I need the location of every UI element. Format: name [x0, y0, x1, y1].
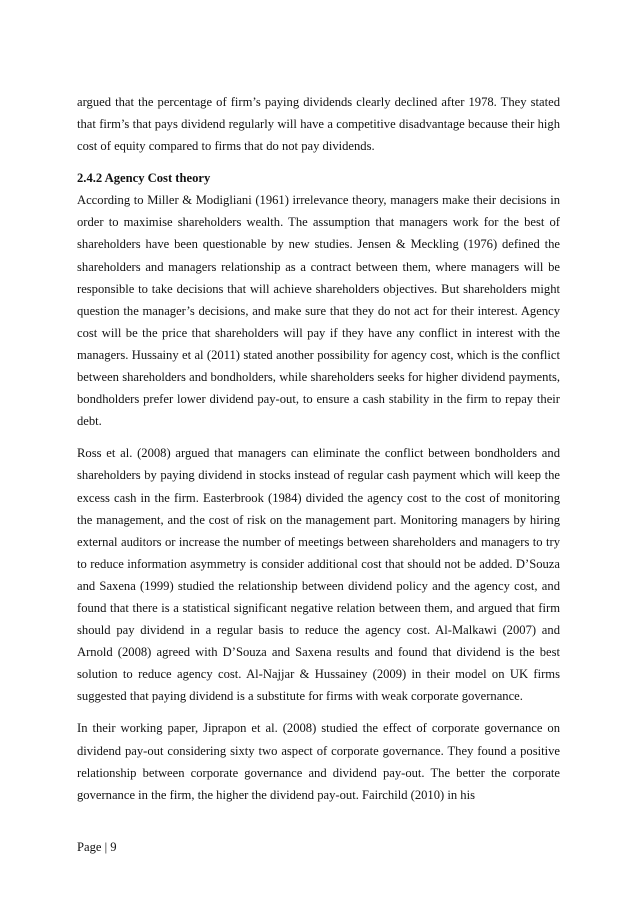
section-heading: 2.4.2 Agency Cost theory	[77, 171, 211, 186]
document-body	[77, 91, 560, 816]
paragraph-jiprapon: In their working paper, Jiprapon et al. (2008) studied the effect of corporate governance on dividend pay-out considering sixty two aspect of corporate governance. They found a positive relationship between corporate governance and dividend pay-out. The better the corporate governance in the firm, the higher the dividend pay-out. Fairchild (2010) in his	[77, 721, 560, 802]
paragraph-intro: argued that the percentage of firm’s paying dividends clearly declined after 1978. They stated that firm’s that pays dividend regularly will have a competitive disadvantage because their high cost of equity compared to firms that do not pay dividends.	[77, 95, 560, 154]
page-number: Page | 9	[77, 840, 117, 854]
paragraph-agency-cost: According to Miller & Modigliani (1961) irrelevance theory, managers make their decisions in order to maximise shareholders wealth. The assumption that managers work for the best of shareholders have been questionable by new studies. Jensen & Meckling (1976) defined the shareholders and managers relationship as a contract between them, where managers will be responsible to take decisions that will achieve shareholders objectives. But shareholders might question the manager’s decisions, and make sure that they do not act for their interest. Agency cost will be the price that shareholders will pay if they have any conflict in interest with the managers. Hussainy et al (2011) stated another possibility for agency cost, which is the conflict between shareholders and bondholders, while shareholders seeks for higher dividend payments, bondholders prefer lower dividend pay-out, to ensure a cash stability in the firm to repay their debt.	[77, 193, 560, 429]
paragraph-ross: Ross et al. (2008) argued that managers can eliminate the conflict between bondholders and shareholders by paying dividend in stocks instead of regular cash payment which will keep the excess cash in the firm. Easterbrook (1984) divided the agency cost to the cost of monitoring the management, and the cost of risk on the management part. Monitoring managers by hiring external auditors or increase the number of meetings between shareholders and managers to try to reduce information asymmetry is consider additional cost that should not be added. D’Souza and Saxena (1999) studied the relationship between dividend policy and the agency cost, and found that there is a statistical significant negative relation between them, and argued that firm should pay dividend in a regular basis to reduce the agency cost. Al-Malkawi (2007) and Arnold (2008) agreed with D’Souza and Saxena results and found that dividend is the best solution to reduce agency cost. Al-Najjar & Hussainey (2009) in their model on UK firms suggested that paying dividend is a substitute for firms with weak corporate governance.	[77, 446, 560, 704]
